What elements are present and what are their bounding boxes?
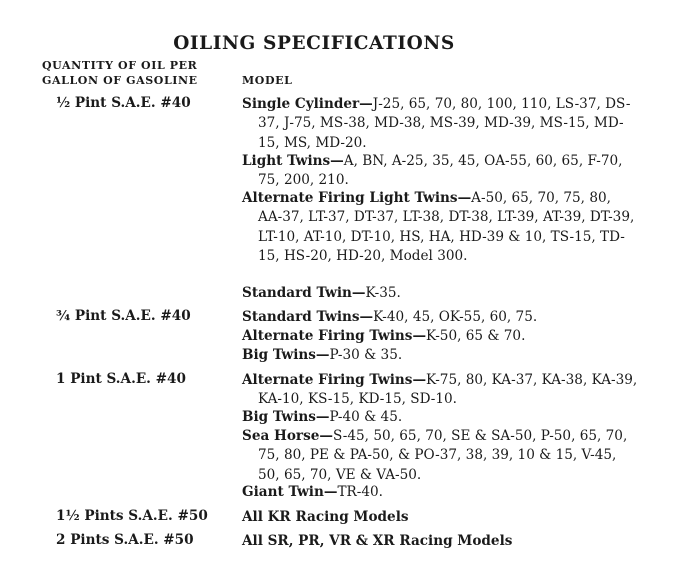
model-group-name: Standard Twins <box>242 309 360 325</box>
separator: — <box>412 372 427 388</box>
quantity-half-pint: ½ Pint S.A.E. #40 <box>56 95 191 111</box>
model-group-name: Alternate Firing Light Twins <box>242 190 458 206</box>
model-entry <box>242 408 638 427</box>
model-list: P-40 & 45. <box>329 409 403 425</box>
model-entry <box>242 346 638 365</box>
model-entry <box>242 95 638 153</box>
model-group-name: Single Cylinder <box>242 96 360 112</box>
model-group-name: Alternate Firing Twins <box>242 372 413 388</box>
model-group-name: Light Twins <box>242 153 331 169</box>
model-entry <box>242 327 638 346</box>
model-entry <box>242 532 638 551</box>
model-group-name: Alternate Firing Twins <box>242 328 413 344</box>
model-entry <box>242 308 638 327</box>
quantity-column-header <box>42 58 198 88</box>
model-list: K-50, 65 & 70. <box>426 328 526 344</box>
model-entry <box>242 152 638 191</box>
model-group-name: Sea Horse <box>242 428 320 444</box>
separator: — <box>319 428 333 444</box>
model-entry <box>242 483 638 502</box>
model-group-name: Standard Twin <box>242 285 352 301</box>
model-column-header: MODEL <box>242 74 293 87</box>
separator: — <box>315 347 330 363</box>
model-list: TR-40. <box>337 484 383 500</box>
separator: — <box>412 328 427 344</box>
model-group-name: Giant Twin <box>242 484 324 500</box>
quantity-one-half-pints: 1½ Pints S.A.E. #50 <box>56 508 208 524</box>
page-title: OILING SPECIFICATIONS <box>173 33 455 54</box>
separator: — <box>457 190 472 206</box>
model-list: A, BN, A-25, 35, 45, OA-55, 60, 65, F-70, 75, 200, 210. <box>258 153 623 189</box>
model-list: A-50, 65, 70, 75, 80, AA-37, LT-37, DT-37, LT-38, DT-38, LT-39, AT-39, DT-39, LT-10, AT-10, DT-10, HS, HA, HD-39 & 10, TS-15, TD-15, HS-20, HD-20, Model 300. <box>258 190 635 265</box>
model-list: S-45, 50, 65, 70, SE & SA-50, P-50, 65, 70, 75, 80, PE & PA-50, & PO-37, 38, 39, 10 & 15, V-45, 50, 65, 70, VE & VA-50. <box>258 428 628 483</box>
quantity-header-line1: QUANTITY OF OIL PER <box>42 59 198 72</box>
separator: — <box>359 309 374 325</box>
model-group-name: All KR Racing Models <box>242 509 409 525</box>
separator: — <box>323 484 338 500</box>
separator: — <box>359 96 373 112</box>
model-group-name: All SR, PR, VR & XR Racing Models <box>242 533 513 549</box>
model-entry <box>242 189 638 267</box>
model-entry <box>242 508 638 527</box>
model-list: K-40, 45, OK-55, 60, 75. <box>373 309 538 325</box>
quantity-header-line2: GALLON OF GASOLINE <box>42 74 198 87</box>
separator: — <box>330 153 344 169</box>
model-group-name: Big Twins <box>242 409 316 425</box>
quantity-three-quarter-pint: ¾ Pint S.A.E. #40 <box>56 308 191 324</box>
model-list: K-35. <box>365 285 401 301</box>
model-list: P-30 & 35. <box>329 347 403 363</box>
model-list: K-75, 80, KA-37, KA-38, KA-39, KA-10, KS-15, KD-15, SD-10. <box>258 372 638 408</box>
model-entry <box>242 427 638 485</box>
separator: — <box>315 409 330 425</box>
separator: — <box>351 285 366 301</box>
model-list: J-25, 65, 70, 80, 100, 110, LS-37, DS-37, J-75, MS-38, MD-38, MS-39, MD-39, MS-15, MD-15, MS, MD-20. <box>258 96 631 151</box>
quantity-two-pints: 2 Pints S.A.E. #50 <box>56 532 194 548</box>
model-entry <box>242 371 638 410</box>
model-group-name: Big Twins <box>242 347 316 363</box>
quantity-one-pint: 1 Pint S.A.E. #40 <box>56 371 186 387</box>
model-entry <box>242 284 638 303</box>
